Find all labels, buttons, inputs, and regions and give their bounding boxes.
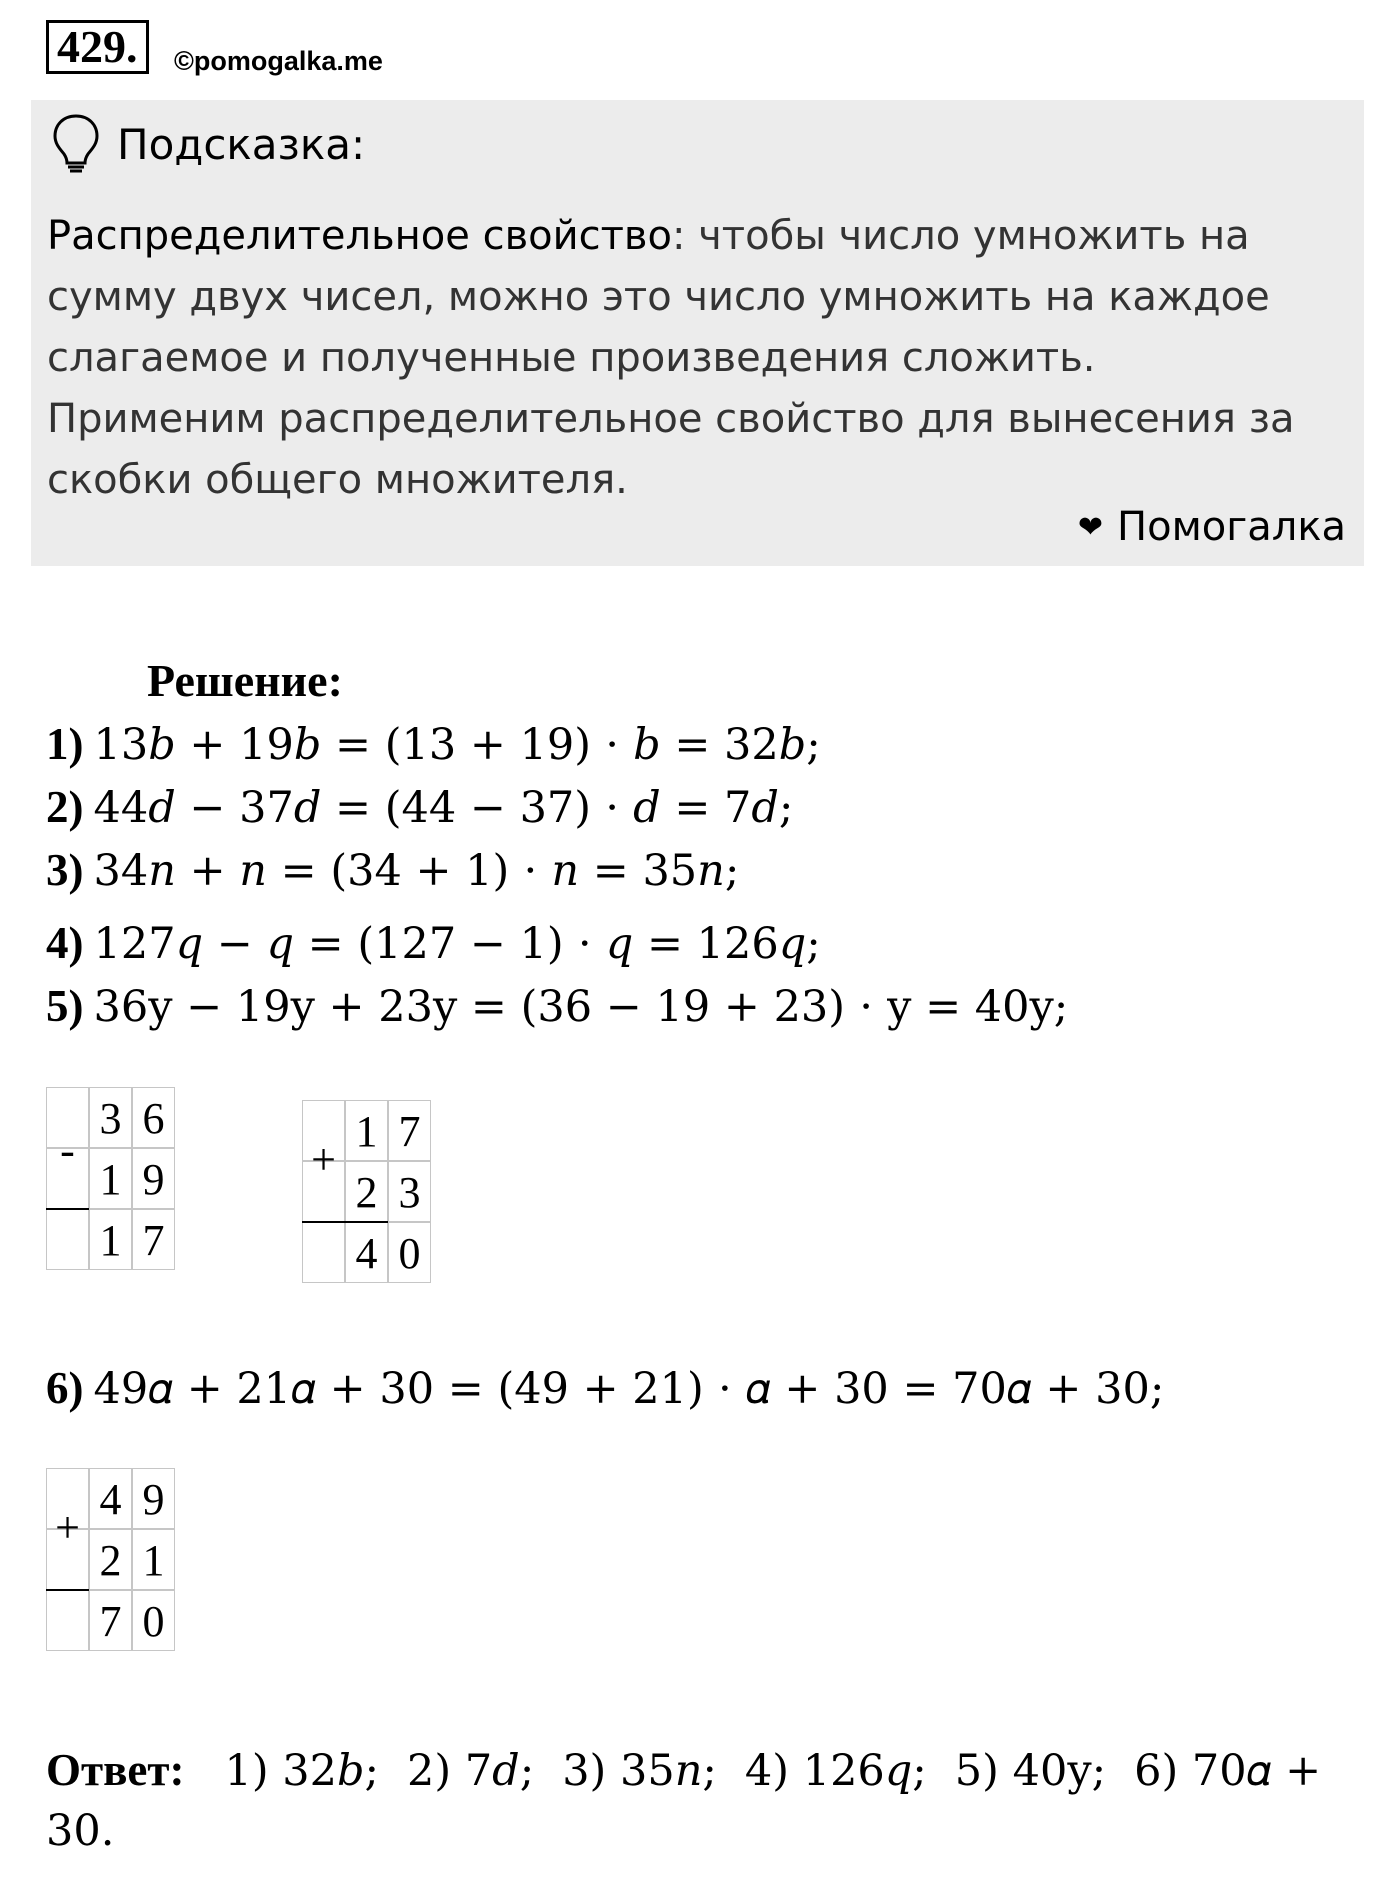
hint-title-text: Подсказка:: [117, 119, 366, 169]
answer-item: 6) 70𝛼 + 30.: [46, 1746, 1322, 1856]
column-cell: 7: [388, 1100, 431, 1161]
solution-line-4: [46, 917, 821, 969]
site-watermark: ©pomogalka.me: [174, 46, 383, 76]
line-expr: 34𝑛 + 𝑛 = (34 + 1) ⋅ 𝑛 = 35𝑛;: [93, 846, 740, 896]
hint-title: [51, 114, 365, 174]
answer-item: 5) 40y;: [954, 1746, 1107, 1796]
signature-text: Помогалка: [1117, 504, 1346, 550]
column-cell: [46, 1590, 89, 1651]
task-number: 429.: [46, 20, 149, 74]
line-label: 6): [46, 1363, 84, 1413]
answer-block: [46, 1740, 1346, 1861]
answer-item: 1) 32𝑏;: [224, 1746, 380, 1796]
column-cell: 1: [132, 1529, 175, 1590]
lightbulb-icon: [51, 113, 101, 175]
solution-line-3: [46, 844, 739, 896]
solution-line-1: [46, 718, 821, 770]
hint-box: [31, 100, 1364, 566]
hint-text-1: : чтобы число умножить на сумму двух чисел, можно это число умножить на каждое слагаемое и полученные произведения сложить.: [47, 213, 1270, 381]
solution-title: Решение:: [147, 655, 343, 706]
column-cell: 7: [132, 1209, 175, 1270]
column-cell: [302, 1222, 345, 1283]
column-operator: +: [311, 1135, 336, 1184]
column-cell: 4: [89, 1468, 132, 1529]
column-addition-2: [46, 1468, 175, 1651]
column-cell: 9: [132, 1468, 175, 1529]
column-addition-1: [302, 1100, 431, 1283]
answer-item: 3) 35𝑛;: [562, 1746, 717, 1796]
solution-line-2: [46, 781, 793, 833]
column-cell: 0: [388, 1222, 431, 1283]
column-operator: +: [55, 1503, 80, 1552]
hint-text-2: Применим распределительное свойство для вынесения за скобки общего множителя.: [47, 396, 1295, 503]
column-cell: 0: [132, 1590, 175, 1651]
column-cell: 2: [89, 1529, 132, 1590]
hint-text: [47, 206, 1347, 511]
line-expr: 49𝛼 + 21𝛼 + 30 = (49 + 21) ⋅ 𝛼 + 30 = 70𝛼 + 30;: [93, 1364, 1165, 1414]
column-cell: 1: [89, 1148, 132, 1209]
line-label: 1): [46, 719, 84, 769]
column-cell: 6: [132, 1087, 175, 1148]
hint-term: Распределительное свойство: [47, 213, 672, 259]
solution-line-5: [46, 980, 1068, 1032]
line-expr: 13𝑏 + 19𝑏 = (13 + 19) ⋅ 𝑏 = 32𝑏;: [93, 720, 821, 770]
answer-item: 2) 7𝑑;: [407, 1746, 535, 1796]
column-cell: 1: [345, 1100, 388, 1161]
answer-label: Ответ:: [46, 1745, 185, 1795]
column-operator: -: [60, 1126, 75, 1175]
line-expr: 44𝑑 − 37𝑑 = (44 − 37) ⋅ 𝑑 = 7𝑑;: [93, 783, 794, 833]
column-cell: 9: [132, 1148, 175, 1209]
line-label: 4): [46, 918, 84, 968]
column-cell: [46, 1209, 89, 1270]
line-label: 5): [46, 981, 84, 1031]
column-line: [46, 1589, 89, 1591]
line-expr: 36y − 19y + 23y = (36 − 19 + 23) ⋅ y = 40y;: [93, 982, 1069, 1032]
column-cell: 2: [345, 1161, 388, 1222]
answer-item: 4) 126𝑞;: [744, 1746, 927, 1796]
line-expr: 127𝑞 − 𝑞 = (127 − 1) ⋅ 𝑞 = 126𝑞;: [93, 919, 821, 969]
solution-line-6: [46, 1362, 1164, 1414]
column-line: [46, 1208, 89, 1210]
column-cell: 3: [388, 1161, 431, 1222]
column-line: [302, 1221, 388, 1223]
column-cell: 3: [89, 1087, 132, 1148]
column-cell: 1: [89, 1209, 132, 1270]
line-label: 3): [46, 845, 84, 895]
column-subtraction: [46, 1087, 175, 1270]
line-label: 2): [46, 782, 84, 832]
column-cell: 7: [89, 1590, 132, 1651]
hint-signature: [1078, 504, 1346, 550]
column-cell: 4: [345, 1222, 388, 1283]
heart-icon: ❤: [1077, 509, 1104, 545]
